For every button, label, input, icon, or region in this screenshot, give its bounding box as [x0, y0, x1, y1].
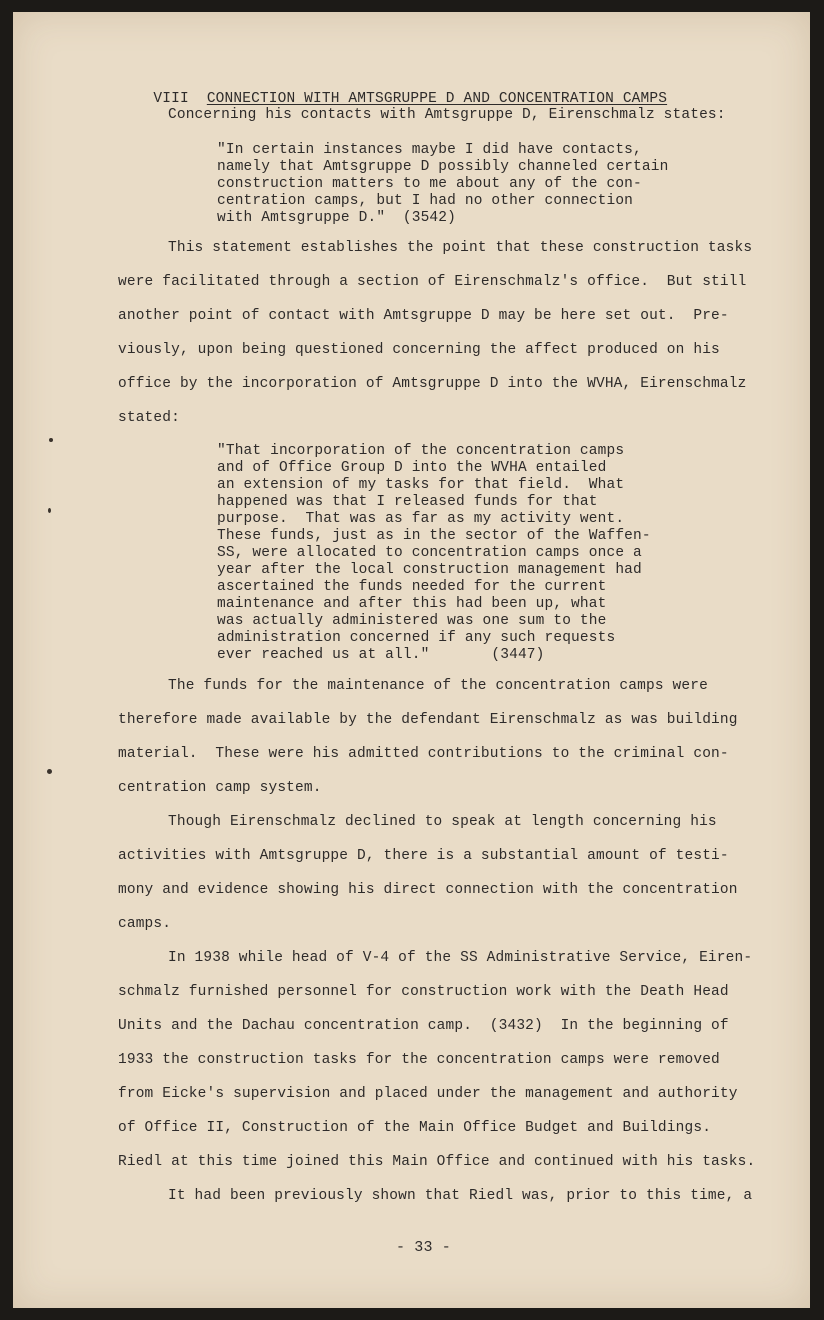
quote-line: and of Office Group D into the WVHA entailed: [217, 460, 607, 476]
paragraph-line: from Eicke's supervision and placed under the management and authority: [118, 1086, 738, 1102]
quote-line: centration camps, but I had no other connection: [217, 193, 634, 209]
paragraph-line: camps.: [118, 916, 172, 932]
paragraph-line: This statement establishes the point that these construction tasks: [168, 240, 753, 256]
paragraph-line: office by the incorporation of Amtsgruppe D into the WVHA, Eirenschmalz: [118, 376, 747, 392]
quote-line: SS, were allocated to concentration camps once a: [217, 545, 642, 561]
paragraph-line: centration camp system.: [118, 780, 322, 796]
paragraph-line: of Office II, Construction of the Main Office Budget and Buildings.: [118, 1120, 712, 1136]
quote-line: "In certain instances maybe I did have contacts,: [217, 142, 642, 158]
paragraph-line: Units and the Dachau concentration camp. (3432) In the beginning of: [118, 1018, 729, 1034]
quote-line: an extension of my tasks for that field. What: [217, 477, 625, 493]
paragraph-line: 1933 the construction tasks for the concentration camps were removed: [118, 1052, 720, 1068]
quote-line: These funds, just as in the sector of the Waffen-: [217, 528, 651, 544]
margin-speck: [47, 769, 52, 774]
quote-line: "That incorporation of the concentration camps: [217, 443, 625, 459]
paragraph-line: schmalz furnished personnel for construction work with the Death Head: [118, 984, 729, 1000]
quote-line: construction matters to me about any of the con-: [217, 176, 642, 192]
quote-line: purpose. That was as far as my activity went.: [217, 511, 625, 527]
paragraph-line: mony and evidence showing his direct connection with the concentration: [118, 882, 738, 898]
paragraph-line: Riedl at this time joined this Main Office and continued with his tasks.: [118, 1154, 756, 1170]
quote-line: year after the local construction management had: [217, 562, 642, 578]
intro-line: Concerning his contacts with Amtsgruppe D, Eirenschmalz states:: [168, 107, 726, 123]
paragraph-line: Though Eirenschmalz declined to speak at length concerning his: [168, 814, 717, 830]
quote-line: happened was that I released funds for that: [217, 494, 598, 510]
paragraph-line: therefore made available by the defendant Eirenschmalz as was building: [118, 712, 738, 728]
quote-line: namely that Amtsgruppe D possibly channeled certain: [217, 159, 669, 175]
paragraph-line: activities with Amtsgruppe D, there is a substantial amount of testi-: [118, 848, 729, 864]
paragraph-line: material. These were his admitted contributions to the criminal con-: [118, 746, 729, 762]
paragraph-line: In 1938 while head of V-4 of the SS Administrative Service, Eiren-: [168, 950, 753, 966]
document-page: [13, 12, 810, 1308]
quote-line: administration concerned if any such requests: [217, 630, 616, 646]
section-title: CONNECTION WITH AMTSGRUPPE D AND CONCENTRATION CAMPS: [206, 91, 668, 107]
paragraph-line: The funds for the maintenance of the concentration camps were: [168, 678, 708, 694]
margin-speck: [48, 508, 51, 513]
quote-line: with Amtsgruppe D." (3542): [217, 210, 456, 226]
paragraph-line: viously, upon being questioned concerning the affect produced on his: [118, 342, 720, 358]
quote-line: maintenance and after this had been up, what: [217, 596, 607, 612]
paragraph-line: stated:: [118, 410, 180, 426]
quote-line: was actually administered was one sum to the: [217, 613, 607, 629]
quote-line: ascertained the funds needed for the current: [217, 579, 607, 595]
paragraph-line: It had been previously shown that Riedl was, prior to this time, a: [168, 1188, 753, 1204]
margin-speck: [49, 438, 53, 442]
paragraph-line: were facilitated through a section of Eirenschmalz's office. But still: [118, 274, 747, 290]
quote-line: ever reached us at all." (3447): [217, 647, 545, 663]
paragraph-line: another point of contact with Amtsgruppe D may be here set out. Pre-: [118, 308, 729, 324]
page-number: - 33 -: [396, 1239, 451, 1256]
section-number: VIII: [153, 91, 189, 107]
